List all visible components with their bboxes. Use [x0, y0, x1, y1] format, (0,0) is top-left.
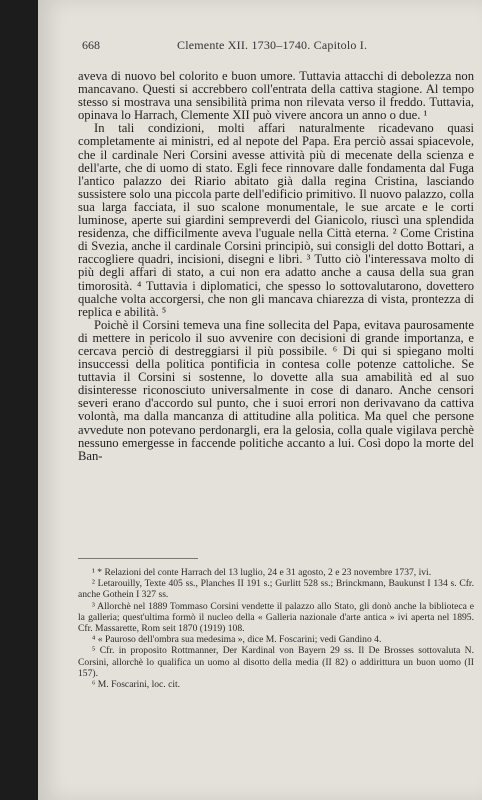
- running-head: Clemente XII. 1730–1740. Capitolo I.: [177, 38, 368, 52]
- paragraph: Poichè il Corsini temeva una fine sollecita del Papa, evitava paurosamente di mettere in pericolo il suo avvenire con decisioni di grande importanza, e cercava perciò di destreggiarsi il più possibile. ⁶ Di qui si spiegano molti insuccessi della politica pontificia in contesa colle potenze cattoliche. Se tuttavia il Corsini si sostenne, lo dovette alla sua amabilità ed al suo disinteresse riconosciuto universalmente in cose di danaro. Anche censori severi erano d'accordo sul punto, che i suoi errori non derivavano da cattiva volontà, ma dalla mancanza di attitudine alla politica. Ma quel che persone avvedute non potevano perdonargli, era la gelosia, colla quale vigilava perchè nessuno emergesse in faccende politiche accanto a lui. Così dopo la morte del Ban-: [78, 317, 474, 463]
- book-page: [38, 0, 482, 800]
- footnote: ¹ * Relazioni del conte Harrach del 13 luglio, 24 e 31 agosto, 2 e 23 novembre 1737, ivi.: [92, 567, 432, 578]
- main-text: [78, 70, 474, 463]
- page-header: [82, 36, 474, 56]
- page-number: 668: [82, 38, 100, 52]
- paragraph: In tali condizioni, molti affari naturalmente ricadevano quasi completamente ai ministri, ed al nepote del Papa. Era perciò assai spiacevole, che il cardinale Neri Corsini avesse attività più di mecenate della scienza e dell'arte, che di uomo di stato. Egli fece rinnovare dalle fondamenta dal Fuga l'antico palazzo dei Riario abitato già dalla regina Cristina, lasciando sussistere solo una piccola parte dell'edificio primitivo. Il nuovo palazzo, colla sua larga facciata, il suo scalone monumentale, le sue arcate e le corti luminose, aperte sui giardini sempreverdi del Gianicolo, riuscì una splendida residenza, che difficilmente aveva l'uguale nella Città eterna. ² Come Cristina di Svezia, anche il cardinale Corsini principiò, sui consigli del dotto Bottari, a raccogliere quadri, incisioni, disegni e libri. ³ Tutto ciò l'interessava molto di più degli affari di stato, a cui non era adatto anche a causa della sua gran timorosità. ⁴ Tuttavia i diplomatici, che spesso lo sottovalutarono, dovettero qualche volta accorgersi, che non gli mancava chiarezza di vista, prontezza di replica e abilità. ⁵: [78, 121, 474, 319]
- paragraph: aveva di nuovo bel colorito e buon umore. Tuttavia attacchi di debolezza non mancavano. Questi si accrebbero coll'entrata della cattiva stagione. Al tempo stesso si mostrava una sensibilità prima non rilevata verso il freddo. Tuttavia, opinava lo Harrach, Clemente XII può vivere ancora un anno o due. ¹: [78, 69, 474, 123]
- footnote: ³ Allorchè nel 1889 Tommaso Corsini vendette il palazzo allo Stato, gli donò anche la biblioteca e la galleria; quest'ultima formò il nucleo della « Galleria nazionale d'arte antica » ivi aperta nel 1895. Cfr. Massarette, Rom seit 1870 (1919) 108.: [78, 600, 474, 635]
- footnotes: [78, 567, 474, 690]
- footnote: ⁵ Cfr. in proposito Rottmanner, Der Kardinal von Bayern 29 ss. Il De Brosses sottovaluta N. Corsini, allorchè lo qualifica un uomo al disotto della media (II 82) o addirittura un buon uomo (II 157).: [78, 645, 474, 679]
- footnote-divider: [78, 558, 198, 559]
- footnote: ² Letarouilly, Texte 405 ss., Planches II 191 s.; Gurlitt 528 ss.; Brinckmann, Baukunst I 134 s. Cfr. anche Gothein I 327 ss.: [78, 578, 474, 601]
- footnote: ⁶ M. Foscarini, loc. cit.: [92, 679, 181, 691]
- footnote: ⁴ « Pauroso dell'ombra sua medesima », dice M. Foscarini; vedi Gandino 4.: [92, 634, 382, 646]
